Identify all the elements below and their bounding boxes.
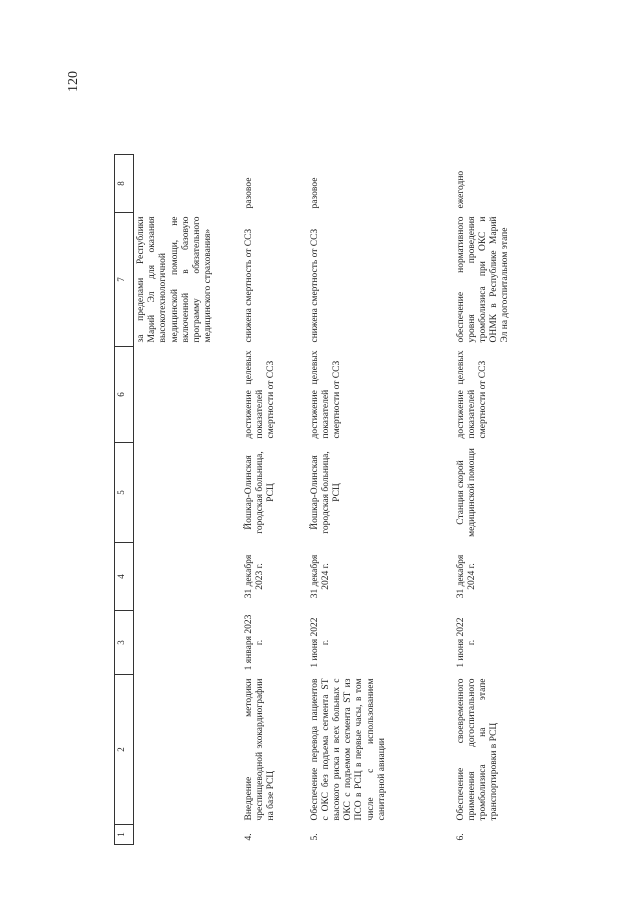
result-cell: обеспечение нормативного уровня проведения тромболизиса при ОКС и ОНМК в Республике Марий Эл на догоспитальном этапе	[455, 216, 511, 343]
header-row	[115, 155, 134, 845]
table-row	[308, 155, 454, 845]
executor-cell: Йошкар-Олинская городская больница, РСЦ	[309, 451, 342, 534]
measure-cell: Внедрение методики чреспищеводной эхокардиографии на базе РСЦ	[243, 678, 276, 821]
indicator-cell: достижение целевых показателей смертности от ССЗ	[455, 350, 488, 439]
col-header-5: 5	[115, 443, 134, 543]
type-cell: ежегодно	[455, 170, 466, 209]
result-cell: снижена смертность от ССЗ	[309, 228, 320, 343]
col-header-3: 3	[115, 611, 134, 675]
end-date-cell: 31 декабря 2024 г.	[455, 554, 477, 599]
col-header-8: 8	[115, 155, 134, 213]
col-header-2: 2	[115, 675, 134, 825]
col-header-1: 1	[115, 825, 134, 845]
continuation-text: за пределами Республики Марий Эл для оказания высокотехнологичной медицинской помощи, не включенной в базовую программу обязательного медицинского страхования»	[136, 216, 214, 343]
col-header-6: 6	[115, 347, 134, 443]
type-cell: разовое	[243, 177, 254, 209]
start-date-cell: 1 июня 2022 г.	[309, 617, 331, 668]
executor-cell: Станция скорой медицинской помощи	[455, 448, 477, 537]
end-date-cell: 31 декабря 2023 г.	[243, 554, 265, 599]
page-number: 120	[66, 71, 81, 92]
executor-cell: Йошкар-Олинская городская больница, РСЦ	[243, 451, 276, 534]
row-number: 6.	[455, 833, 466, 841]
col-header-4: 4	[115, 543, 134, 611]
indicator-cell: достижение целевых показателей смертности от ССЗ	[243, 350, 276, 439]
start-date-cell: 1 июня 2022 г.	[455, 617, 477, 668]
measure-cell: Обеспечение перевода пациентов с ОКС без подъема сегмента ST высокого риска и всех больных с ОКС с подъемом сегмента ST из ПСО в РСЦ в первые часы, в том числе с использованием санитарной авиации	[309, 678, 387, 821]
measure-cell: Обеспечение своевременного применения догоспитального тромболизиса на этапе транспортировки в РСЦ	[455, 678, 500, 821]
type-cell: разовое	[309, 177, 320, 209]
continuation-row	[134, 155, 242, 845]
row-number: 4.	[243, 833, 254, 841]
start-date-cell: 1 января 2023 г.	[243, 614, 265, 671]
table-row	[454, 155, 546, 845]
end-date-cell: 31 декабря 2024 г.	[309, 554, 331, 599]
indicator-cell: достижение целевых показателей смертности от ССЗ	[309, 350, 342, 439]
result-cell: снижена смертность от ССЗ	[243, 228, 254, 343]
measures-table	[114, 154, 546, 845]
table-row	[242, 155, 308, 845]
col-header-7: 7	[115, 213, 134, 347]
row-number: 5.	[309, 833, 320, 841]
